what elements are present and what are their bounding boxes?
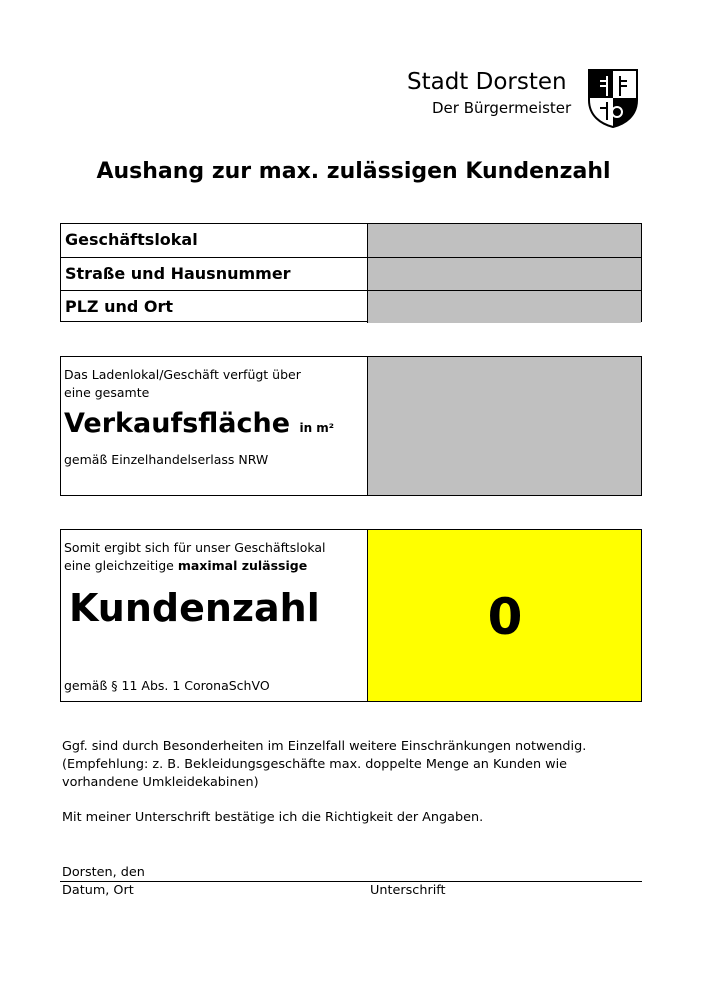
note-line1: Ggf. sind durch Besonderheiten im Einzelfall weitere Einschränkungen notwendig. (62, 739, 587, 754)
shop-info-table (60, 223, 642, 322)
note-line2: (Empfehlung: z. B. Bekleidungsgeschäfte max. doppelte Menge an Kunden wie (62, 757, 568, 772)
date-place-label: Datum, Ort (62, 883, 134, 898)
zip-city-label: PLZ und Ort (65, 297, 174, 316)
signature-line (60, 881, 642, 882)
table-row (61, 257, 641, 290)
place-date-value[interactable]: Dorsten, den (62, 865, 145, 880)
customer-count-field (367, 530, 641, 701)
area-footnote: gemäß Einzelhandelserlass NRW (64, 452, 269, 467)
city-name: Stadt Dorsten (407, 69, 567, 95)
confirmation-text: Mit meiner Unterschrift bestätige ich die Richtigkeit der Angaben. (62, 810, 484, 825)
street-field[interactable] (367, 258, 641, 290)
street-label: Straße und Hausnummer (65, 264, 291, 283)
customer-count-value: 0 (487, 588, 523, 646)
zip-city-field[interactable] (367, 291, 641, 323)
customer-count-heading: Kundenzahl (69, 586, 320, 630)
sales-area-field[interactable] (367, 357, 641, 495)
note-line3: vorhandene Umkleidekabinen) (62, 775, 259, 790)
customer-intro-line1: Somit ergibt sich für unser Geschäftslokal (64, 540, 326, 555)
shop-name-field[interactable] (367, 224, 641, 257)
table-row (61, 224, 641, 257)
area-intro-line2: eine gesamte (64, 385, 150, 400)
city-coat-of-arms-icon (587, 68, 639, 128)
customer-footnote: gemäß § 11 Abs. 1 CoronaSchVO (64, 678, 270, 693)
sales-area-heading: Verkaufsfläche in m² (64, 408, 335, 439)
area-unit: in m² (299, 421, 335, 435)
area-intro-line1: Das Ladenlokal/Geschäft verfügt über (64, 367, 301, 382)
table-row (61, 290, 641, 323)
shop-name-label: Geschäftslokal (65, 230, 198, 249)
signature-label: Unterschrift (370, 883, 446, 898)
sales-area-box (60, 356, 642, 496)
page-title: Aushang zur max. zulässigen Kundenzahl (96, 159, 611, 184)
customer-intro-line2: eine gleichzeitige maximal zulässige (64, 558, 308, 573)
customer-count-box (60, 529, 642, 702)
office-name: Der Bürgermeister (432, 99, 572, 117)
